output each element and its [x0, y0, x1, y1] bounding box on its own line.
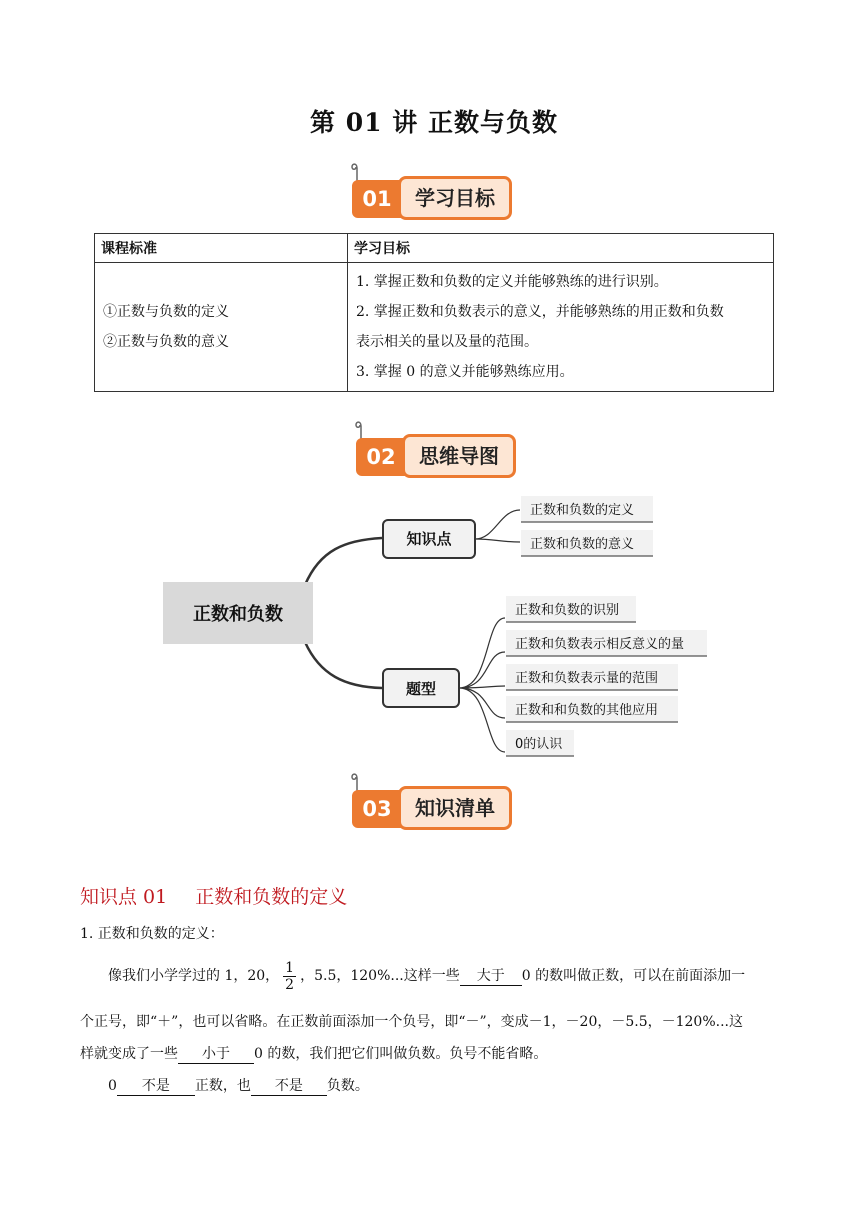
section-label: 学习目标: [398, 176, 512, 220]
connector: [305, 642, 382, 688]
paragraph-line: [108, 958, 798, 994]
fill-blank: 不是: [117, 1077, 195, 1096]
text: 负数。: [326, 1078, 369, 1094]
leaf-label: 正数和负数的意义: [530, 537, 635, 552]
text: 0 的数叫做正数，可以在前面添加一: [521, 968, 746, 984]
fill-blank: 小于: [178, 1045, 254, 1064]
text: 像我们小学学过的 1，20，: [108, 968, 280, 984]
target-item: 1. 掌握正数和负数的定义并能够熟练的进行识别。: [356, 274, 668, 290]
leaf-label: 正数和负数表示相反意义的量: [515, 637, 685, 652]
paperclip-icon: [354, 418, 368, 440]
paragraph-line: [80, 1036, 547, 1072]
standard-item: ②正数与负数的意义: [103, 334, 229, 350]
branch-label: 知识点: [406, 530, 452, 548]
table-header: 课程标准: [95, 234, 348, 263]
section-number: 02: [356, 438, 406, 476]
leaf-label: 0的认识: [515, 737, 563, 752]
target-item: 表示相关的量以及量的范围。: [356, 334, 538, 350]
text: 样就变成了一些: [80, 1046, 178, 1062]
standards-cell: [95, 263, 348, 392]
leaf-label: 正数和和负数的其他应用: [515, 703, 659, 718]
goals-table: [94, 233, 774, 392]
targets-cell: [348, 263, 774, 392]
text: 0 的数，我们把它们叫做负数。负号不能省略。: [254, 1046, 548, 1062]
standard-item: ①正数与负数的定义: [103, 304, 229, 320]
leaf-label: 正数和负数的识别: [515, 603, 620, 618]
table-header: 学习目标: [348, 234, 774, 263]
section-label: 知识清单: [398, 786, 512, 830]
fill-blank: 不是: [251, 1077, 327, 1096]
paragraph-line: [108, 1068, 369, 1104]
item-heading: 1. 正数和负数的定义：: [80, 926, 224, 942]
knowledge-number: 知识点 01: [80, 886, 168, 908]
page-title: 第 01 讲 正数与负数: [310, 108, 558, 137]
fraction-denominator: 2: [285, 976, 295, 993]
section-number: 03: [352, 790, 402, 828]
text: ，5.5，120%...这样一些: [300, 968, 460, 984]
target-item: 3. 掌握 0 的意义并能够熟练应用。: [356, 364, 574, 380]
section-badge-mindmap: [356, 434, 522, 478]
mind-map: [0, 490, 868, 765]
section-badge-knowledge: [352, 786, 518, 830]
connector: [459, 618, 505, 752]
section-badge-goals: [352, 176, 518, 220]
root-label: 正数和负数: [193, 604, 283, 625]
text: 正数，也: [194, 1078, 251, 1094]
branch-label: 题型: [405, 680, 437, 698]
connector: [475, 510, 520, 542]
fraction-numerator: 1: [285, 959, 295, 976]
fraction: [283, 960, 296, 993]
paperclip-icon: [350, 770, 364, 792]
section-number: 01: [352, 180, 402, 218]
fill-blank: 大于: [460, 967, 522, 986]
leaf-label: 正数和负数表示量的范围: [515, 671, 659, 686]
leaf-label: 正数和负数的定义: [530, 503, 635, 518]
knowledge-heading: [80, 882, 347, 909]
knowledge-title: 正数和负数的定义: [195, 886, 348, 908]
target-item: 2. 掌握正数和负数表示的意义，并能够熟练的用正数和负数: [356, 304, 724, 320]
text: 0: [108, 1078, 117, 1094]
paperclip-icon: [350, 160, 364, 182]
connector: [305, 538, 382, 585]
paragraph-line: 个正号，即“＋”，也可以省略。在正数前面添加一个负号，即“－”，变成－1，－20，－5.5，－120%...这: [80, 1014, 743, 1030]
section-label: 思维导图: [402, 434, 516, 478]
